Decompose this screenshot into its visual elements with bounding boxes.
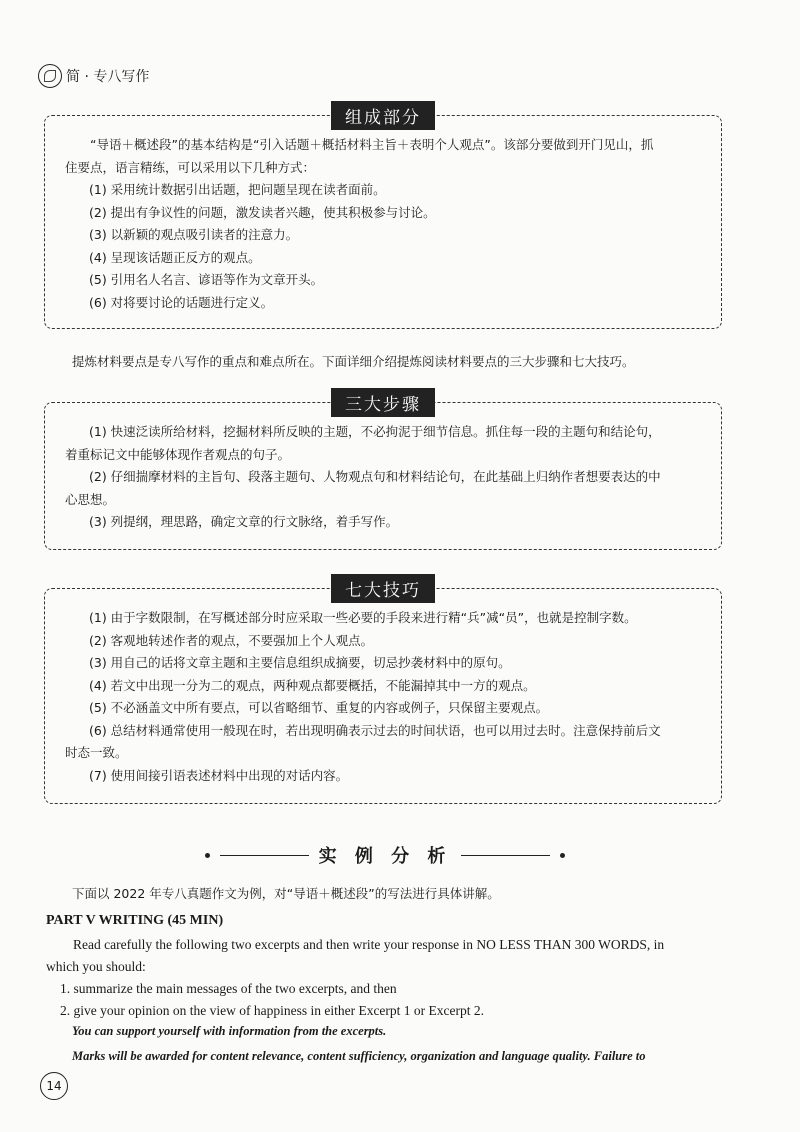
- divider-line: [461, 855, 550, 856]
- step-line: (2) 仔细揣摩材料的主旨句、段落主题句、人物观点句和材料结论句，在此基础上归纳作者想要表达的中: [89, 469, 661, 484]
- composition-para-line: “导语＋概述段”的基本结构是“引入话题＋概括材料主旨＋表明个人观点”。该部分要做到开门见山，抓: [90, 137, 654, 152]
- bullet-dot-icon: [205, 853, 210, 858]
- composition-box: [44, 108, 722, 329]
- bullet-dot-icon: [560, 853, 565, 858]
- tip-line: 时态一致。: [65, 745, 128, 760]
- exam-marks-note: Marks will be awarded for content relevance, content sufficiency, organization and language quality. Failure to: [72, 1049, 646, 1063]
- exam-instruction: [46, 934, 726, 1022]
- composition-item: (2) 提出有争议性的问题，激发读者兴趣，使其积极参与讨论。: [89, 204, 436, 220]
- exam-support-note: You can support yourself with information from the excerpts.: [72, 1024, 387, 1038]
- tip-line: (3) 用自己的话将文章主题和主要信息组织成摘要，切忌抄袭材料中的原句。: [89, 655, 511, 670]
- exam-instruction-line: Read carefully the following two excerpts and then write your response in NO LESS THAN 300 WORDS, in: [73, 937, 665, 952]
- step-line: (3) 列提纲，理思路，确定文章的行文脉络，着手写作。: [89, 514, 399, 529]
- composition-item: (5) 引用名人名言、谚语等作为文章开头。: [89, 272, 324, 287]
- tip-line: (7) 使用间接引语表述材料中出现的对话内容。: [89, 767, 349, 783]
- divider-line: [220, 855, 309, 856]
- three-steps-box: [44, 395, 722, 550]
- step-line: 着重标记文中能够体现作者观点的句子。: [65, 446, 291, 462]
- example-analysis-title: 实 例 分 析: [318, 846, 452, 867]
- step-line: (1) 快速泛读所给材料，挖掘材料所反映的主题，不必拘泥于细节信息。抓住每一段的主题句和结论句，: [89, 424, 661, 439]
- intro-paragraph: 提炼材料要点是专八写作的重点和难点所在。下面详细介绍提炼阅读材料要点的三大步骤和七大技巧。: [72, 354, 635, 369]
- seven-tips-box-title: 七大技巧: [331, 574, 435, 603]
- tip-line: (1) 由于字数限制，在写概述部分时应采取一些必要的手段来进行精“兵”减“员”，也就是控制字数。: [89, 610, 637, 625]
- seven-tips-box: [44, 581, 722, 804]
- exam-instruction-line: which you should:: [46, 959, 146, 974]
- composition-box-title: 组成部分: [331, 101, 435, 130]
- composition-para-line: 住要点，语言精练，可以采用以下几种方式：: [65, 159, 316, 175]
- exam-point: 2. give your opinion on the view of happiness in either Excerpt 1 or Excerpt 2.: [60, 1003, 485, 1018]
- tip-line: (6) 总结材料通常使用一般现在时，若出现明确表示过去的时间状语，也可以用过去时。注意保持前后文: [89, 722, 661, 738]
- composition-item: (1) 采用统计数据引出话题，把问题呈现在读者面前。: [89, 182, 386, 197]
- example-intro: 下面以 2022 年专八真题作文为例，对“导语＋概述段”的写法进行具体讲解。: [72, 886, 500, 901]
- example-analysis-heading: [205, 842, 565, 868]
- three-steps-box-title: 三大步骤: [331, 388, 435, 417]
- book-logo-icon: [38, 64, 62, 88]
- tip-line: (5) 不必涵盖文中所有要点，可以省略细节、重复的内容或例子，只保留主要观点。: [89, 700, 549, 715]
- running-header: [38, 64, 149, 88]
- tip-line: (4) 若文中出现一分为二的观点，两种观点都要概括，不能漏掉其中一方的观点。: [89, 677, 536, 693]
- composition-item: (3) 以新颖的观点吸引读者的注意力。: [89, 227, 299, 242]
- composition-item: (4) 呈现该话题正反方的观点。: [89, 249, 261, 265]
- page-number: 14: [40, 1072, 68, 1100]
- exam-point: 1. summarize the main messages of the two excerpts, and then: [60, 981, 397, 996]
- exam-part-title: PART V WRITING (45 MIN): [46, 913, 224, 928]
- header-title: 简 · 专八写作: [66, 69, 150, 85]
- tip-line: (2) 客观地转述作者的观点，不要强加上个人观点。: [89, 632, 374, 648]
- step-line: 心思想。: [65, 491, 116, 507]
- composition-item: (6) 对将要讨论的话题进行定义。: [89, 294, 274, 310]
